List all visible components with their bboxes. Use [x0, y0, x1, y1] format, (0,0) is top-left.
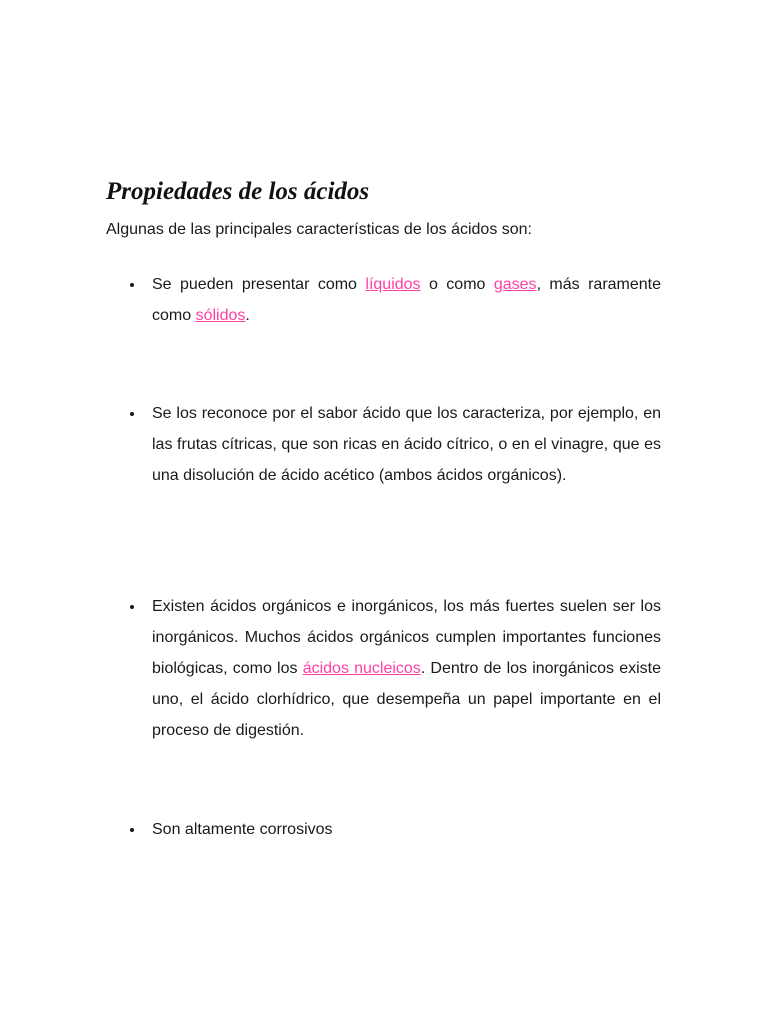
list-item-text: Se los reconoce por el sabor ácido que los caracteriza, por ejemplo, en las frutas cítricas, que son ricas en ácido cítrico, o en el vinagre, que es una disolución de ácido acético (ambos ácidos orgánicos).: [152, 405, 661, 484]
link-solidos[interactable]: sólidos: [195, 307, 246, 324]
link-liquidos[interactable]: líquidos: [365, 276, 421, 293]
intro-paragraph: Algunas de las principales características de los ácidos son:: [106, 221, 532, 238]
list-item-text: o como: [420, 276, 494, 293]
list-item-text: Son altamente corrosivos: [152, 821, 333, 838]
list-item-text: . Dentro de los inorgánicos existe uno, el ácido clorhídrico, que desempeña un papel importante en el proceso de digestión.: [152, 660, 661, 739]
list-item: [152, 269, 661, 331]
link-acidos-nucleicos[interactable]: ácidos nucleicos: [302, 660, 421, 677]
list-item: [152, 398, 661, 491]
list-item-text: Existen ácidos orgánicos e inorgánicos, los más fuertes suelen ser los inorgánicos. Muchos ácidos orgánicos cumplen importantes funciones biológicas, como los: [152, 598, 661, 677]
list-item-text: , más raramente como: [152, 276, 662, 324]
list-item-text: .: [245, 307, 250, 324]
page-title: Propiedades de los ácidos: [106, 178, 370, 205]
link-gases[interactable]: gases: [493, 276, 537, 293]
list-item-text: Se pueden presentar como: [152, 276, 366, 293]
list-item: [152, 814, 661, 845]
list-item: [152, 591, 661, 746]
